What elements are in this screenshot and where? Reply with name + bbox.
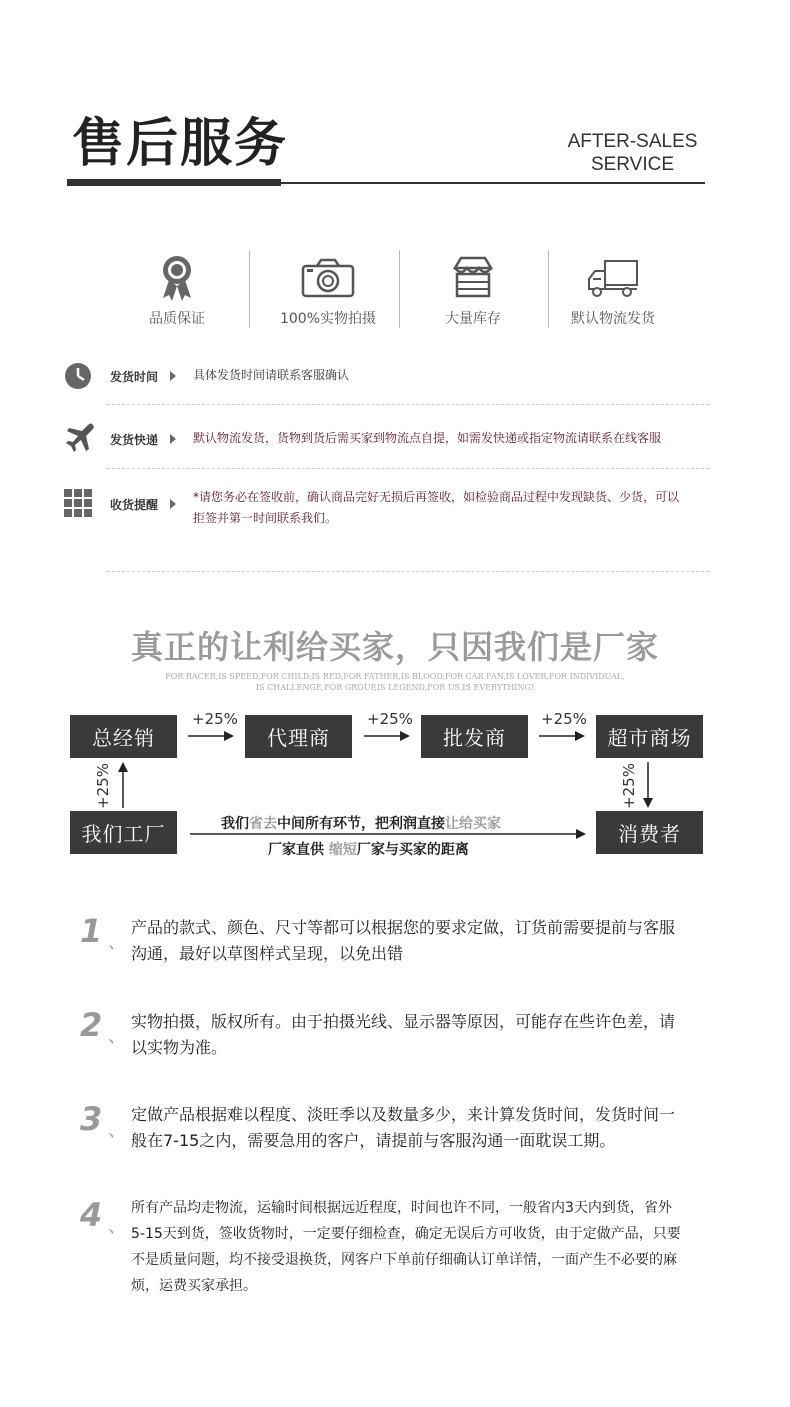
- note-number-sep: 、: [108, 1026, 126, 1047]
- note-number: 4: [80, 1196, 103, 1234]
- note-text: [131, 1195, 701, 1299]
- note-line: 烦，运费买家承担。: [131, 1278, 257, 1294]
- markup-label-vertical: +25%: [619, 763, 638, 809]
- note-line: 般在7-15之内，需要急用的客户，请提前与客服沟通一面耽误工期。: [131, 1131, 616, 1150]
- info-key: 发货时间: [110, 370, 159, 384]
- markup-label-vertical: +25%: [93, 763, 112, 809]
- note-text: [131, 1102, 701, 1154]
- markup-label: +25%: [367, 710, 413, 728]
- note-line: 以实物为准。: [131, 1038, 228, 1057]
- note-number: 3: [80, 1100, 103, 1138]
- info-key: 收货提醒: [110, 498, 159, 512]
- markup-label: +25%: [541, 710, 587, 728]
- note-line: 所有产品均走物流，运输时间根据远近程度，时间也许不同，一般省内3天内到货，省外: [131, 1200, 672, 1216]
- note-line: 定做产品根据难以程度、淡旺季以及数量多少，来计算发货时间，发货时间一: [131, 1105, 676, 1124]
- subtitle-line-1: AFTER-SALES: [567, 131, 698, 152]
- caption-part: 厂家与买家的距离: [356, 842, 469, 858]
- page-title: 售后服务: [72, 114, 289, 174]
- feature-label: 默认物流发货: [571, 311, 655, 327]
- note-text: [131, 915, 701, 967]
- markup-label: +25%: [192, 710, 238, 728]
- feature-label: 100%实物拍摄: [279, 311, 377, 327]
- note-line: 沟通，最好以草图样式呈现，以免出错: [131, 944, 404, 963]
- caption-part: 我们: [221, 816, 249, 832]
- caption-highlight: 省去: [249, 816, 277, 832]
- flow-box-agent: 代理商: [245, 715, 352, 758]
- flow-box-consumer: 消费者: [596, 811, 703, 854]
- note-text: [131, 1009, 701, 1061]
- feature-label: 品质保证: [149, 311, 205, 327]
- note-number-sep: 、: [108, 932, 126, 953]
- caption-highlight: 让给买家: [445, 816, 501, 832]
- note-line: 不是质量问题，均不接受退换货，网客户下单前仔细确认订单详情，一面产生不必要的麻: [131, 1252, 677, 1268]
- note-line: 产品的款式、颜色、尺寸等都可以根据您的要求定做，订货前需要提前与客服: [131, 918, 676, 937]
- flow-caption-top: [221, 813, 501, 833]
- caption-highlight: 缩短: [328, 842, 357, 858]
- subtitle-line-2: SERVICE: [590, 154, 675, 175]
- info-value: 具体发货时间请联系客服确认: [193, 368, 350, 382]
- flow-caption-bottom: [268, 839, 469, 859]
- slogan-sub-line: FOR RACER,IS SPEED,FOR CHILD,IS RED,FOR FATHER,IS BLOOD,FOR CAR FAN,IS LOVER,FOR INDIVIDUAL,: [165, 672, 625, 681]
- info-value-line: 拒签并第一时间联系我们。: [193, 511, 338, 525]
- info-key: 发货快递: [110, 433, 159, 447]
- note-number: 1: [80, 912, 103, 950]
- flow-box-distributor: 总经销: [70, 715, 177, 758]
- note-line: 实物拍摄，版权所有。由于拍摄光线、显示器等原因，可能存在些许色差，请: [131, 1012, 676, 1031]
- note-number: 2: [80, 1006, 103, 1044]
- caption-part: 中间所有环节，把利润直接: [277, 816, 445, 832]
- slogan-title: 真正的让利给买家，只因我们是厂家: [130, 628, 659, 666]
- note-number-sep: 、: [108, 1120, 126, 1141]
- caption-part: 厂家直供: [268, 842, 329, 858]
- info-value-line: *请您务必在签收前，确认商品完好无损后再签收，如检验商品过程中发现缺货、少货，可以: [193, 490, 680, 504]
- flow-box-supermarket: 超市商场: [596, 715, 703, 758]
- slogan-sub-line: IS CHALLENGE,FOR GROUP,IS LEGEND,FOR US,IS EVERYTHING!: [255, 683, 535, 692]
- feature-label: 大量库存: [445, 311, 501, 327]
- info-value: 默认物流发货，货物到货后需买家到物流点自提，如需发快递或指定物流请联系在线客服: [193, 431, 662, 445]
- flow-box-factory: 我们工厂: [70, 811, 177, 854]
- flow-box-wholesaler: 批发商: [421, 715, 528, 758]
- note-number-sep: 、: [108, 1216, 126, 1237]
- note-line: 5-15天到货，签收货物时，一定要仔细检查，确定无误后方可收货，由于定做产品，只要: [131, 1226, 681, 1242]
